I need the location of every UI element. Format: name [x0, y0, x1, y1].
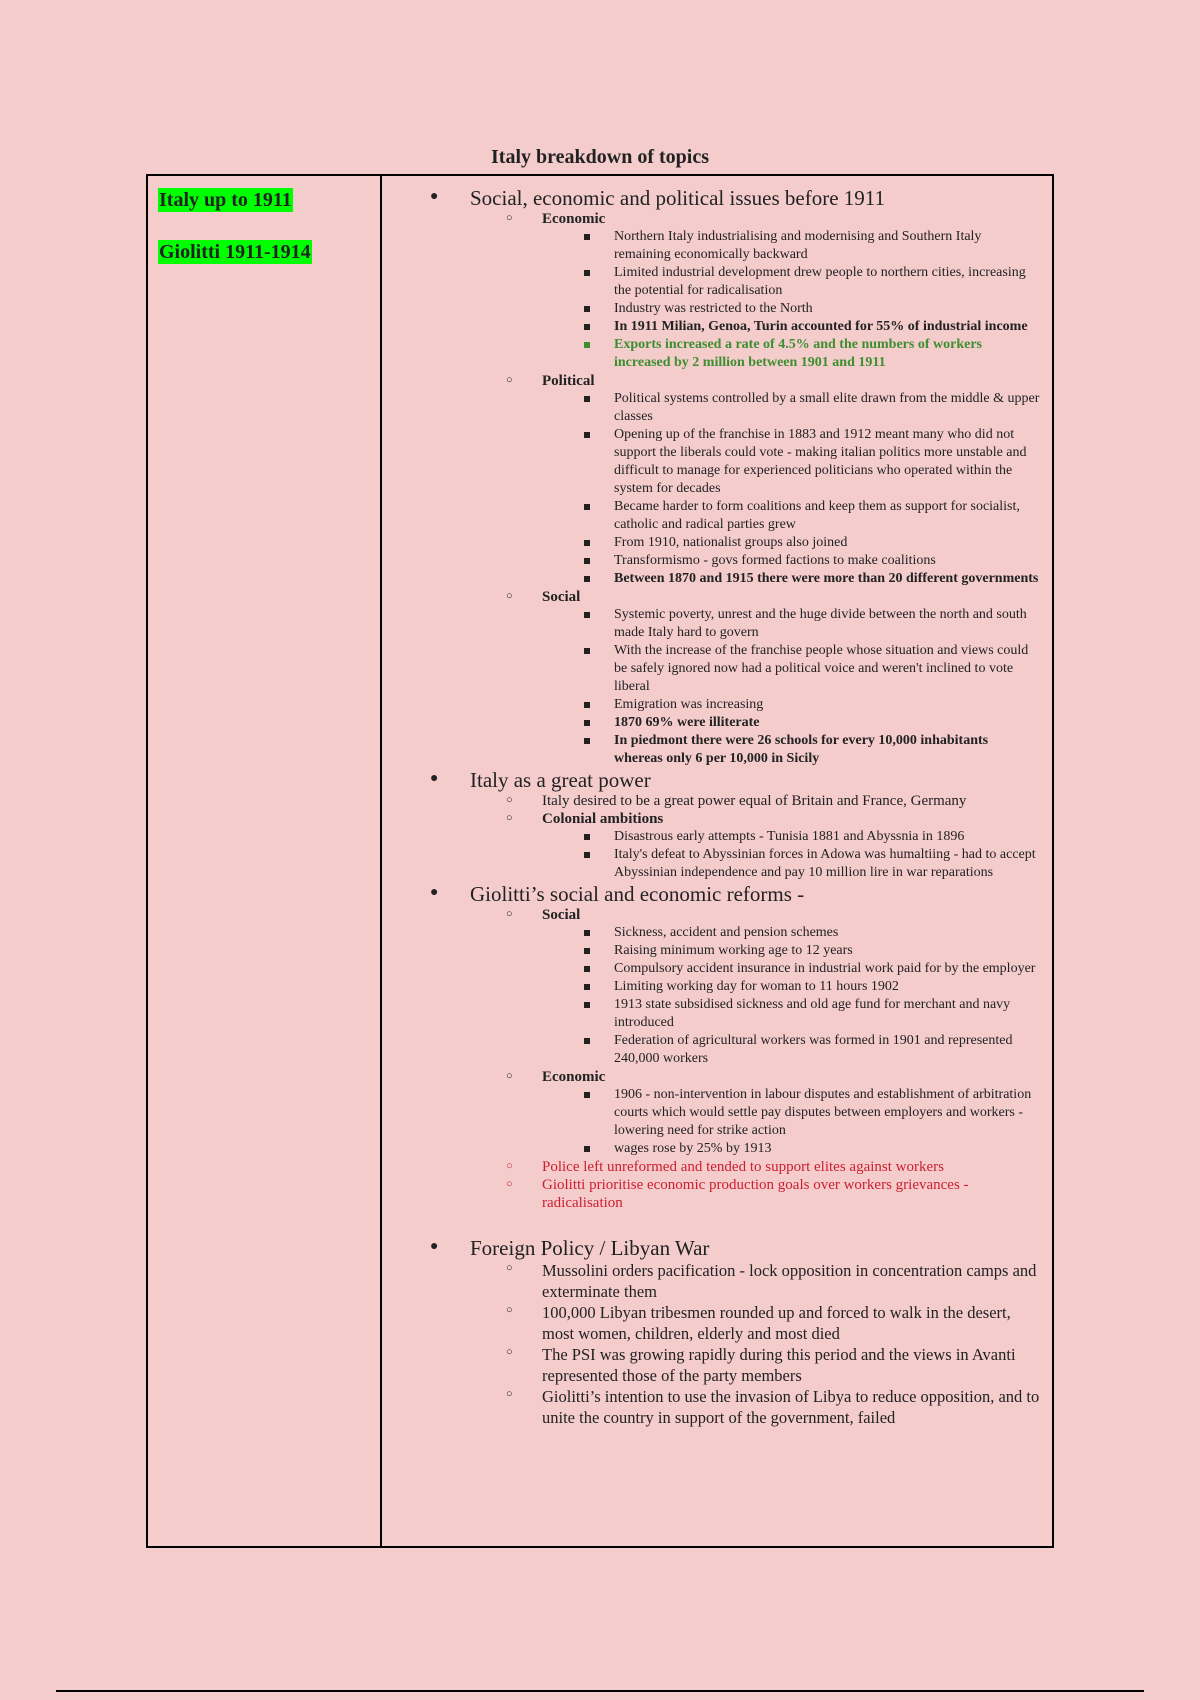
subsection-colonial-ambitions [470, 810, 1040, 882]
list-item [542, 264, 1040, 300]
point-text: Between 1870 and 1915 there were more than 20 different governments [614, 571, 1039, 586]
subsection-heading: ○ The PSI was growing rapidly during this period and the views in Avanti represented those of the party members [542, 1345, 1016, 1385]
list-item [542, 1140, 1040, 1158]
point-text: In piedmont there were 26 schools for every 10,000 inhabitants whereas only 6 per 10,000 in Sicily [614, 733, 989, 766]
point-text: In 1911 Milian, Genoa, Turin accounted for 55% of industrial income [614, 319, 1028, 334]
point-text: Transformismo - govs formed factions to make coalitions [614, 553, 936, 568]
subsection-heading: ○ Colonial ambitions [542, 811, 664, 827]
subsection-social [470, 906, 1040, 1068]
list-item [542, 828, 1040, 846]
point-text: Became harder to form coalitions and keep them as support for socialist, catholic and radical parties grew [614, 499, 1020, 532]
list-item [542, 606, 1040, 642]
list-item [542, 300, 1040, 318]
subsection-item [470, 1260, 1040, 1302]
list-item [542, 846, 1040, 882]
topics-table [146, 174, 1054, 1548]
section-great-power [382, 768, 1040, 882]
list-item [542, 336, 1040, 372]
subsection-political [470, 372, 1040, 588]
section-heading: ● Foreign Policy / Libyan War [470, 1236, 710, 1260]
point-text: Systemic poverty, unrest and the huge divide between the north and south made Italy hard to govern [614, 607, 1027, 640]
point-text: 1906 - non-intervention in labour disputes and establishment of arbitration courts which would settle pay disputes between employers and workers - lowering need for strike action [614, 1087, 1032, 1138]
list-item [542, 978, 1040, 996]
section-list [382, 186, 1040, 1428]
document-title: Italy breakdown of topics [491, 146, 709, 168]
list-item [542, 228, 1040, 264]
list-item [542, 390, 1040, 426]
section-heading: ● Giolitti’s social and economic reforms - [470, 882, 805, 906]
list-item [542, 696, 1040, 714]
point-text: Italy's defeat to Abyssinian forces in Adowa was humaltiing - had to accept Abyssinian independence and pay 10 million lire in war reparations [614, 847, 1036, 880]
point-text: Limiting working day for woman to 11 hours 1902 [614, 979, 899, 994]
point-text: Political systems controlled by a small elite drawn from the middle & upper classes [614, 391, 1040, 424]
list-item [542, 732, 1040, 768]
point-text: Exports increased a rate of 4.5% and the numbers of workers increased by 2 million between 1901 and 1911 [614, 337, 982, 370]
point-text: Sickness, accident and pension schemes [614, 925, 839, 940]
point-text: 1870 69% were illiterate [614, 715, 760, 730]
list-item [542, 942, 1040, 960]
point-text: Disastrous early attempts - Tunisia 1881 and Abyssnia in 1896 [614, 829, 965, 844]
subsection-item [470, 1344, 1040, 1386]
topic-label-giolitti-1911-1914: Giolitti 1911-1914 [159, 241, 311, 263]
section-heading: ● Social, economic and political issues before 1911 [470, 186, 886, 210]
list-item [542, 498, 1040, 534]
subsection-heading: ○ Political [542, 373, 595, 389]
subsection-economic [470, 1068, 1040, 1158]
subsection-heading: ○ Economic [542, 1069, 606, 1085]
subsection-heading: ○ Italy desired to be a great power equal of Britain and France, Germany [542, 793, 967, 809]
list-item [542, 552, 1040, 570]
subsection-item [470, 1386, 1040, 1428]
subsection-item [470, 1302, 1040, 1344]
section-issues-before-1911 [382, 186, 1040, 768]
section-heading: ● Italy as a great power [470, 768, 651, 792]
subsection-heading: ○ Giolitti’s intention to use the invasion of Libya to reduce opposition, and to unite the country in support of the government, failed [542, 1387, 1040, 1427]
list-item [542, 996, 1040, 1032]
point-text: 1913 state subsidised sickness and old age fund for merchant and navy introduced [614, 997, 1011, 1030]
list-item [542, 924, 1040, 942]
list-item [542, 570, 1040, 588]
list-item [542, 960, 1040, 978]
subsection-heading: ○ Economic [542, 211, 606, 227]
point-text: Industry was restricted to the North [614, 301, 813, 316]
point-text: Northern Italy industrialising and modernising and Southern Italy remaining economically backward [614, 229, 982, 262]
point-text: Compulsory accident insurance in industrial work paid for by the employer [614, 961, 1036, 976]
subsection-economic [470, 210, 1040, 372]
list-item [542, 534, 1040, 552]
topics-left-column [148, 176, 382, 1546]
subsection-heading: ○ Social [542, 589, 581, 605]
subsection-social [470, 588, 1040, 768]
list-item [542, 642, 1040, 696]
subsection-item [470, 1158, 1040, 1176]
subsection-heading: ○ Social [542, 907, 581, 923]
list-item [542, 426, 1040, 498]
point-text: With the increase of the franchise people whose situation and views could be safely ignored now had a political voice and weren't inclined to vote liberal [614, 643, 1029, 694]
section-giolitti-reforms [382, 882, 1040, 1212]
point-text: Raising minimum working age to 12 years [614, 943, 853, 958]
subsection-heading: ○ Mussolini orders pacification - lock opposition in concentration camps and exterminate them [542, 1261, 1037, 1301]
list-item [542, 1032, 1040, 1068]
point-text: Opening up of the franchise in 1883 and 1912 meant many who did not support the liberals could vote - making italian politics more unstable and difficult to manage for experienced politicians who operated within the system for decades [614, 427, 1027, 496]
list-item [542, 714, 1040, 732]
subsection-item [470, 792, 1040, 810]
point-text: From 1910, nationalist groups also joined [614, 535, 848, 550]
topic-label-italy-up-to-1911: Italy up to 1911 [159, 189, 292, 211]
topics-right-column [382, 176, 1052, 1546]
page-footer-divider [56, 1690, 1144, 1692]
point-text: Federation of agricultural workers was formed in 1901 and represented 240,000 workers [614, 1033, 1013, 1066]
subsection-heading: ○ 100,000 Libyan tribesmen rounded up and forced to walk in the desert, most women, children, elderly and most died [542, 1303, 1011, 1343]
section-foreign-policy [382, 1236, 1040, 1428]
list-item [542, 318, 1040, 336]
subsection-heading: ○ Giolitti prioritise economic production goals over workers grievances - radicalisation [542, 1177, 969, 1211]
subsection-heading: ○ Police left unreformed and tended to support elites against workers [542, 1159, 944, 1175]
subsection-item [470, 1176, 1040, 1212]
point-text: Limited industrial development drew people to northern cities, increasing the potential for radicalisation [614, 265, 1026, 298]
point-text: Emigration was increasing [614, 697, 764, 712]
point-text: wages rose by 25% by 1913 [614, 1141, 772, 1156]
list-item [542, 1086, 1040, 1140]
